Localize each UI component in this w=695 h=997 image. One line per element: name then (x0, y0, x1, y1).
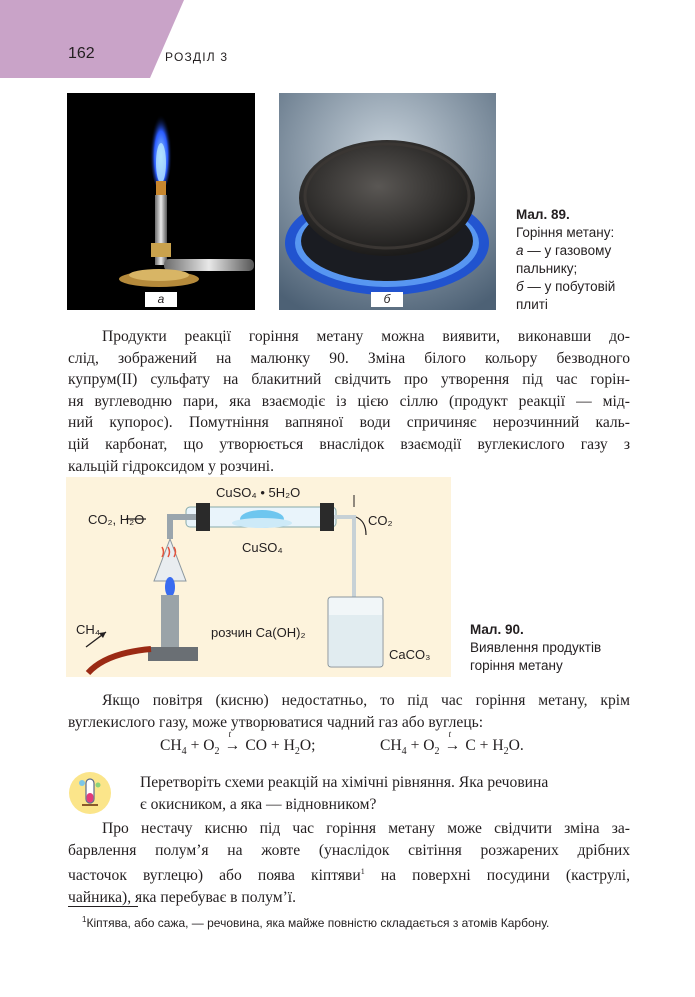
caption-89-line: пальнику; (516, 261, 578, 276)
page-number: 162 (68, 45, 95, 62)
burner-base (148, 647, 198, 661)
text-line: цій карбонат, що утворюється внаслідок взаємодії вуглекислого газу з (68, 435, 630, 453)
header-band (0, 0, 695, 78)
stopper-right (320, 503, 334, 531)
figure-90-diagram (66, 477, 451, 677)
text-line: кальцій гідроксидом у розчині. (68, 457, 275, 475)
caption-89-line: а — у газовому (516, 243, 612, 258)
label-cuso4-5h2o: CuSO₄ • 5H₂O (216, 485, 301, 500)
text-line: слід, зображений на малюнку 90. Зміна білого кольору безводного (68, 349, 630, 367)
text-line: часточок вуглецю) або поява кіптяви$^1$ на поверхні посудини (каструлі, (68, 867, 630, 885)
paragraph-2 (68, 690, 630, 733)
task-line: є окисником, а яка — відновником? (140, 795, 377, 813)
gas-burner-image (67, 93, 255, 310)
paragraph-1 (68, 326, 630, 477)
figure-90-number: Мал. 90. (470, 622, 524, 637)
figure-89-caption (516, 206, 686, 314)
caption-89-line: плиті (516, 297, 548, 312)
photo-label-a: а (145, 292, 177, 307)
section-label: РОЗДІЛ 3 (165, 50, 229, 64)
footnote: $^1$Кіптява, або сажа, — речовина, яка майже повністю складається з атомів Карбону. (82, 915, 550, 930)
photo-gas-burner (67, 93, 255, 310)
task-line: Перетворіть схеми реакцій на хімічні рівняння. Яка речовина (140, 774, 549, 791)
figure-89-number: Мал. 89. (516, 207, 570, 222)
label-cuso4: CuSO₄ (242, 540, 283, 555)
text-line: вуглекислого газу, може утворюватися чадний газ або вуглець: (68, 713, 484, 731)
text-line: ний купорос). Помутніння вапняної води спричиняє нерозчинний каль- (68, 414, 630, 432)
label-co2-h2o: CO₂, H₂O (88, 512, 145, 527)
task-text (140, 772, 630, 815)
equation-1: $CH_4 + O_2$ t → CO + $H_2O$; (160, 729, 316, 758)
photo-gas-stove (279, 93, 496, 310)
text-line: купрум(ІІ) сульфату на блакитний свідчить про утворення під час горін- (68, 371, 630, 389)
text-line: ня вуглеводню пари, яка взаємодіє із цією сіллю (продукт реакції — мід- (68, 392, 630, 410)
text-line: барвлення полум’я на жовте (унаслідок світіння розжарених дрібних (68, 841, 630, 859)
label-co2: CO₂ (368, 513, 393, 528)
caption-90-line: Виявлення продуктів (470, 640, 602, 655)
label-solution: розчин Ca(OH)₂ (211, 625, 306, 640)
reaction-arrow-icon: t → (444, 729, 461, 754)
photo-label-b: б (371, 292, 403, 307)
text-line: Якщо повітря (кисню) недостатньо, то під час горіння метану, крім (102, 692, 630, 709)
footnote-divider (68, 906, 138, 907)
footnote-number: 1 (82, 915, 87, 924)
white-powder (232, 518, 292, 528)
caption-89-line: б — у побутовій (516, 279, 616, 294)
label-caco3: CaCO₃ (389, 647, 431, 662)
paragraph-3 (68, 818, 630, 909)
label-ch4: CH₄ (76, 622, 101, 637)
text-line: Про нестачу кисню під час горіння метану може свідчити зміна за- (102, 820, 630, 837)
reaction-arrow-icon: t → (224, 729, 241, 754)
caption-89-line: Горіння метану: (516, 225, 615, 240)
equation-2: $CH_4 + O_2$ t → $C + H_2O$. (380, 729, 524, 758)
figure-90-caption (470, 621, 670, 675)
text-line: чайника), яка перебуває в полум’ї. (68, 888, 297, 906)
caption-90-line: горіння метану (470, 658, 563, 673)
gas-stove-image (279, 93, 496, 310)
burner-body (161, 595, 179, 649)
footnote-mark: 1 (360, 867, 365, 877)
stopper-left (196, 503, 210, 531)
burner-flame (165, 577, 175, 597)
text-line: Продукти реакції горіння метану можна виявити, виконавши до- (102, 328, 630, 345)
task-tube-icon (68, 771, 112, 815)
limewater (329, 615, 382, 666)
